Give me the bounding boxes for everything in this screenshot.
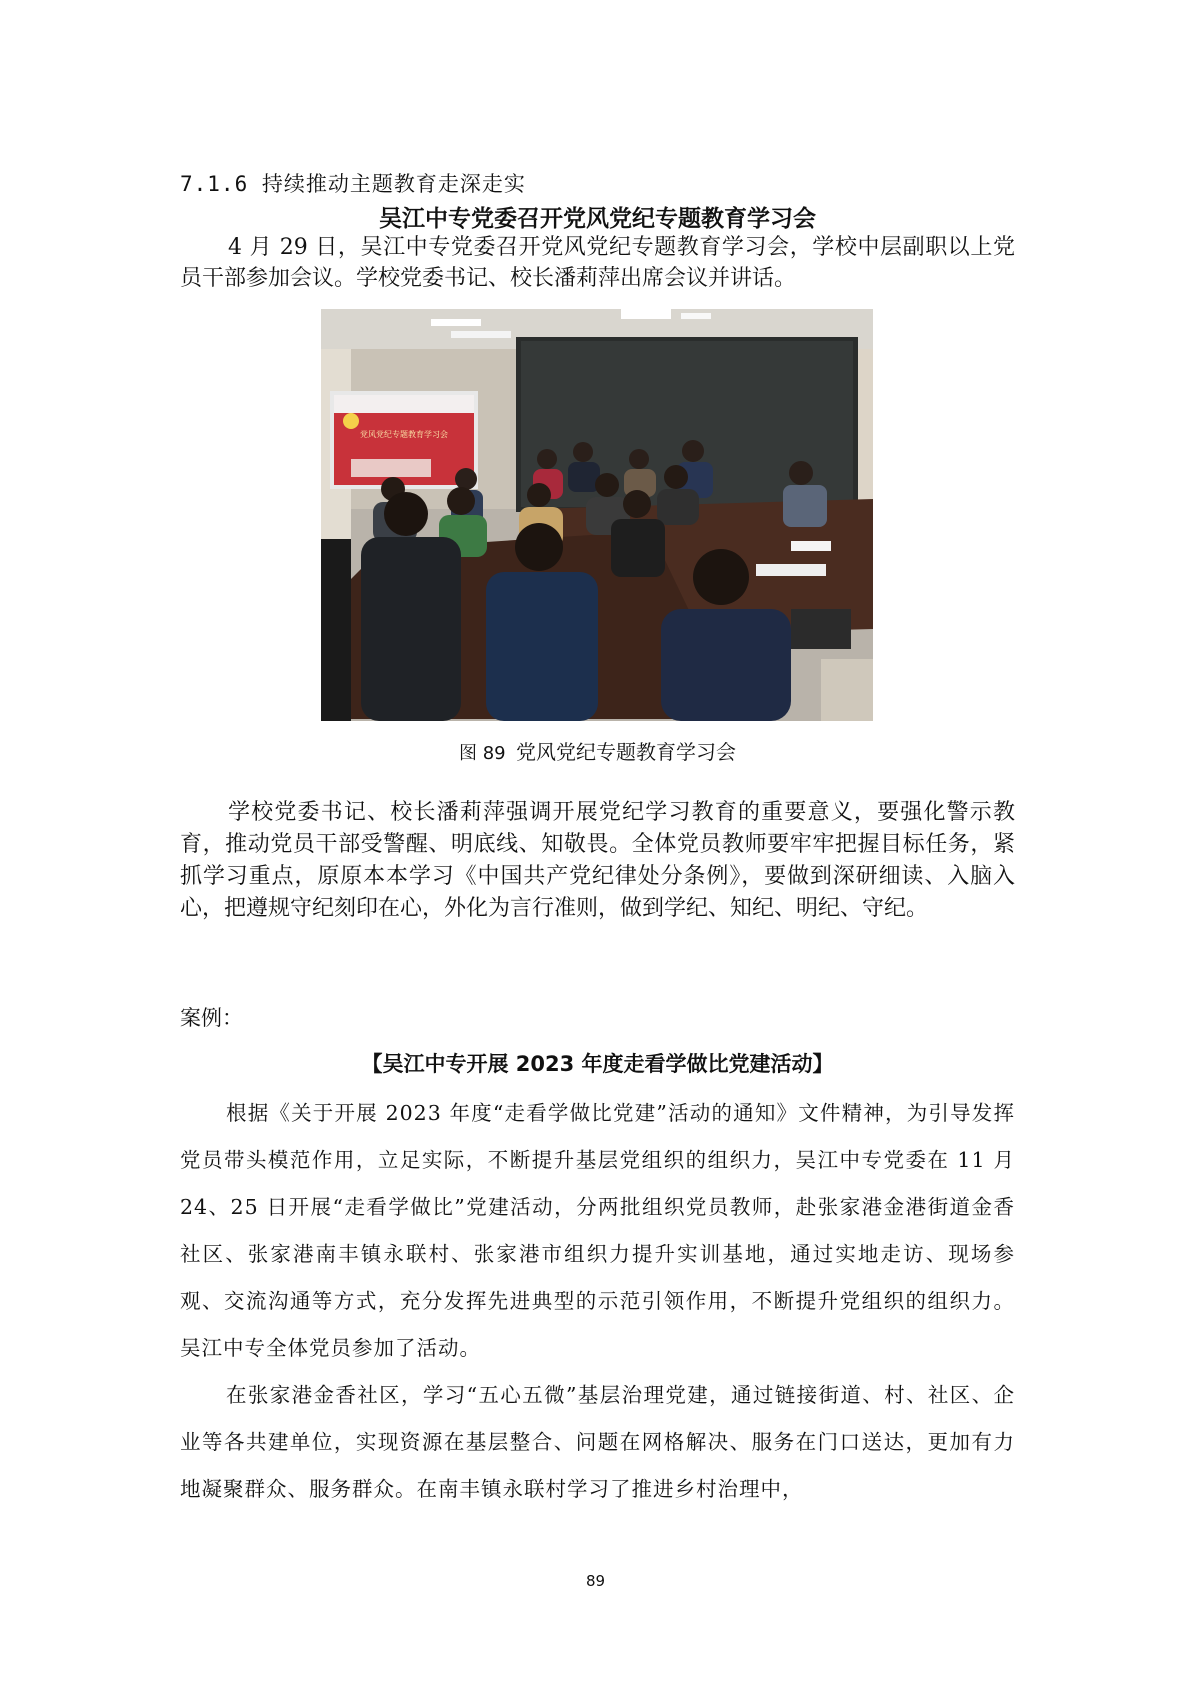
screen-title: 党风党纪专题教育学习会 (360, 430, 448, 439)
news-paragraph-speech: 学校党委书记、校长潘莉萍强调开展党纪学习教育的重要意义，要强化警示教育，推动党员干部受警醒、明底线、知敬畏。全体党员教师要牢牢把握目标任务，紧抓学习重点，原原本本学习《中国共产党纪律处分条例》，要做到深研细读、入脑入心，把遵规守纪刻印在心，外化为言行准则，做到学纪、知纪、明纪、守纪。 (180, 800, 1015, 921)
news-title: 吴江中专党委召开党风党纪专题教育学习会 (379, 206, 816, 232)
case-paragraph: 根据《关于开展 2023 年度“走看学做比党建”活动的通知》文件精神，为引导发挥党员带头模范作用，立足实际，不断提升基层党组织的组织力，吴江中专党委在 11 月 24、25 日开展“走看学做比”党建活动，分两批组织党员教师，赴张家港金港街道金香社区、张家港南丰镇永联村、张家港市组织力提升实训基地，通过实地走访、现场参观、交流沟通等方式，充分发挥先进典型的示范引领作用，不断提升党组织的组织力。吴江中专全体党员参加了活动。 (180, 1101, 1015, 1360)
meeting-photo (321, 309, 873, 721)
case-body (180, 1090, 1015, 1513)
case-paragraph: 在张家港金香社区，学习“五心五微”基层治理党建，通过链接街道、村、社区、企业等各共建单位，实现资源在基层整合、问题在网格解决、服务在门口送达，更加有力地凝聚群众、服务群众。在南丰镇永联村学习了推进乡村治理中， (180, 1383, 1015, 1501)
page-number: 89 (585, 1572, 606, 1590)
case-label: 案例： (180, 1006, 243, 1030)
section-heading: 7.1.6 持续推动主题教育走深走实 (180, 172, 526, 196)
figure-number: 图 89 (459, 743, 506, 764)
news-paragraph-intro: 4 月 29 日，吴江中专党委召开党风党纪专题教育学习会，学校中层副职以上党员干部参加会议。学校党委书记、校长潘莉萍出席会议并讲话。 (180, 235, 1015, 291)
figure-caption (180, 736, 1015, 765)
figure-caption-text: 党风党纪专题教育学习会 (516, 740, 736, 764)
case-title: 【吴江中专开展 2023 年度走看学做比党建活动】 (361, 1052, 834, 1076)
